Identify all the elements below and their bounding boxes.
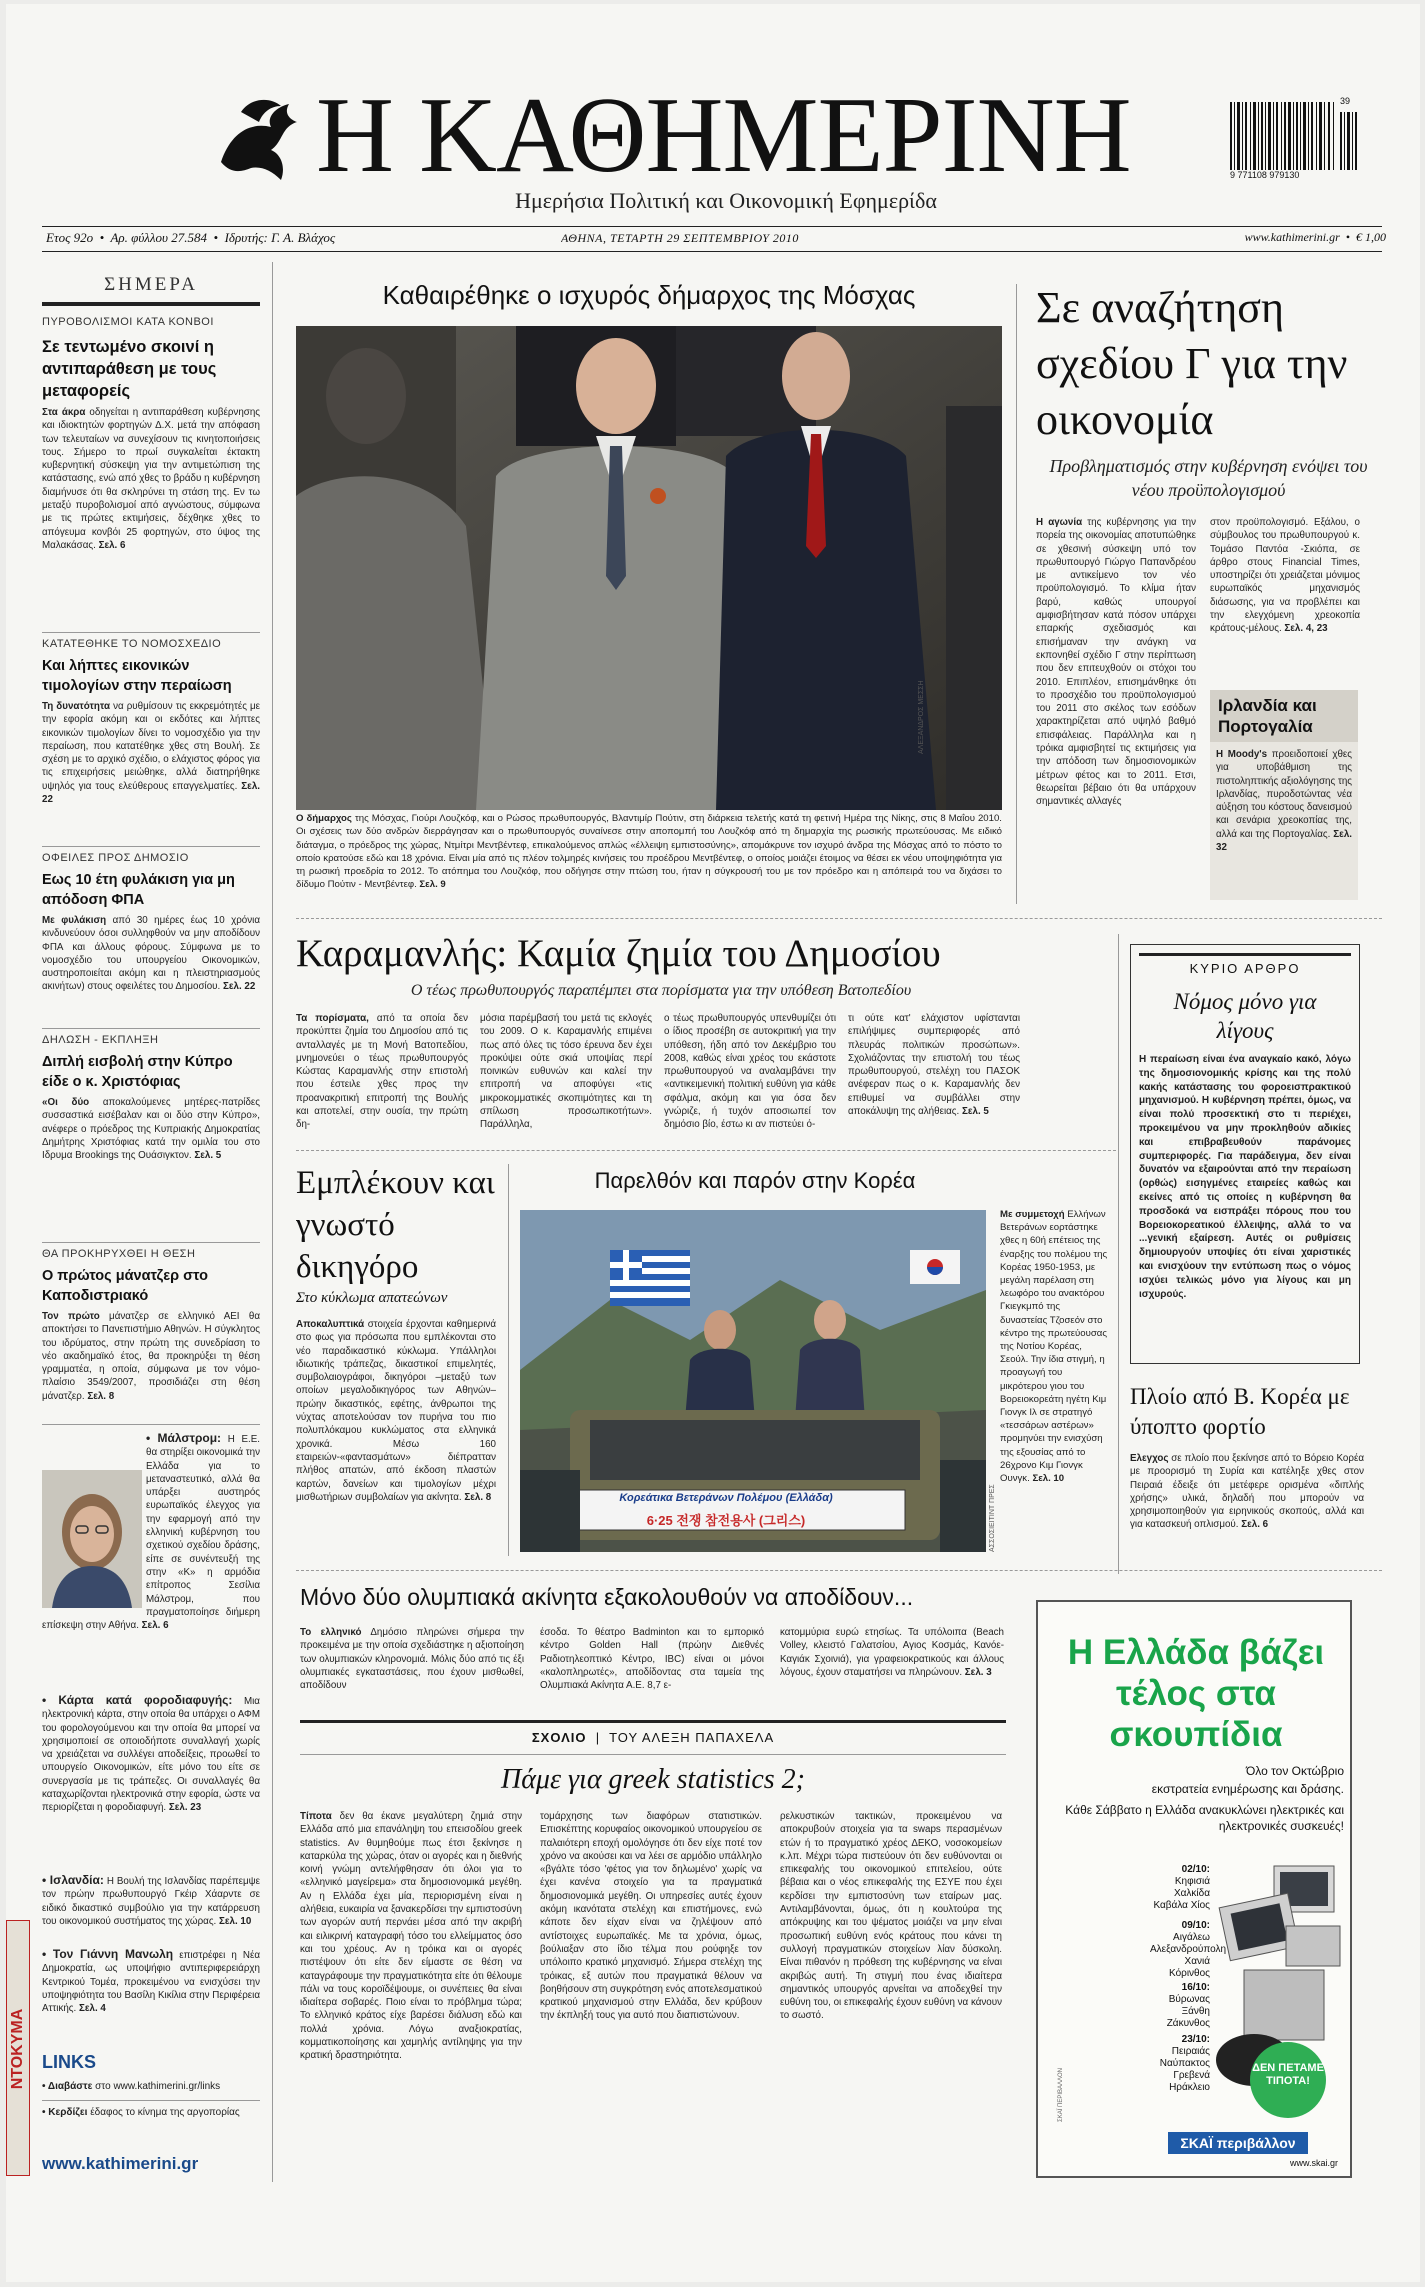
links-item-2[interactable]: [42, 2106, 260, 2136]
sidebar-bullet-iceland[interactable]: [42, 1874, 260, 1944]
masthead-title: Η ΚΑΘΗΜΕΡΙΝΗ: [316, 76, 1131, 195]
bullet-body: επιστρέφει η Νέα Δημοκρατία, ως υποψήφιο αντιπεριφερειάρχη Κεντρικού Τομέα, προκειμένου να ενισχύσει την υποψηφιότητα του Βασίλη Κικίλια στην Περιφέρεια Αττικής.: [42, 1950, 260, 2015]
page-ref: Σελ. 6: [98, 539, 126, 551]
column-divider: [508, 1164, 509, 1556]
lead: Η Moody's: [1216, 749, 1268, 760]
link-head-text: Διαβάστε: [47, 2081, 93, 2092]
dashed-divider: [296, 1570, 1382, 1571]
divider: [300, 1754, 1006, 1755]
sidebar-bullet-card[interactable]: [42, 1694, 260, 1864]
ad-schedule-item: [1150, 2034, 1210, 2094]
bullet-head-text: Ισλανδία:: [49, 1874, 104, 1887]
sidebar-item-label: ΠΥΡΟΒΟΛΙΣΜΟΙ ΚΑΤΑ ΚΟΝΒΟΙ: [42, 316, 214, 328]
lead: Τα πορίσματα,: [296, 1013, 369, 1024]
link-text: έδαφος το κίνημα της αργοπορίας: [90, 2107, 240, 2118]
body: στον προϋπολογισμό. Εξάλου, ο σύμβουλος του πρωθυπουργού κ. Τομάσο Παντόα -Σκιόπα, σε άρθρο στους Financial Times, υποστηρίζει ότι χρειάζεται μόνιμος ευρωπαϊκός μηχανισμός διάσωσης, για να προβλέπει και την ελεγχόμενη χρεοκοπία κράτους-μέλους.: [1210, 517, 1360, 635]
body: από τα οποία δεν προκύπτει ζημία του Δημοσίου από τις ανταλλαγές με τη Μονή Βατοπεδίου, μνημονεύει ο τέως πρωθυπουργός Κώστας Καραμανλής στην επιστολή που έστειλε χθες προς την προανακριτική επιτροπή της Βουλής και αποτελεί, στην ουσία, την πρώτη δη-: [296, 1013, 468, 1131]
column-col3: ρελκυστικών τακτικών, προκειμένου να αποκρυβούν στοιχεία για τα swaps περασμένων ετών ή το πραγματικό χρέος ΔΕΚΟ, νοσοκομείων κ.λπ. Μέχρι τώρα πιστεύουν ότι δεν ευθύνονται οι επικεφαλής του οικονομικού επιτελείου, ούτε βέβαια και ο νέος επικεφαλής της ΕΣΥΕ που έχει κερδίσει την εμπιστοσύνη των εταίρων μας. Αντιλαμβάνονται, όμως, ότι η κουλτούρα της απόκρυψης και του ψέματος μοιάζει να μην είναι προσωπική ευθύνη ενός κράτους που κάνει τη συλλογή πραγματικών στοιχείων λίαν δύσκολη. Είναι πιθανόν η πρόθεση της κυβέρνησης να είναι ακριβώς αυτή. Τη στιγμή που ένας ιδιαίτερα σημαντικός υπουργός αρνείται να αποδεχθεί την ευθύνη του, οι επικεφαλής έχουν ευθύνη να κάνουν το σωστό.: [780, 1811, 1002, 2022]
ad-date: 16/10:: [1181, 1982, 1210, 1993]
dashed-divider: [296, 918, 1382, 919]
page-ref: Σελ. 9: [419, 879, 446, 891]
olympic-col3: [780, 1626, 1004, 1710]
divider: [42, 1028, 260, 1029]
economy-subtitle: Προβληματισμός στην κυβέρνηση ενόψει του νέου προϋπολογισμού: [1049, 456, 1368, 500]
ireland-box[interactable]: [1210, 690, 1358, 900]
eagle-logo: [211, 92, 301, 187]
body: σε πλοίο που ξεκίνησε από το Βόρειο Κορέα με προορισμό τη Συρία και κατέληξε χθες στον Πειραιά έδειξε ότι μετέφερε ορισμένα «διπλής χρήσης» υλικά, δηλαδή που μπορούν να χρησιμοποιηθούν για ειρηνικούς σκοπούς, αλλά και για κατασκευή οπλισμού.: [1130, 1453, 1364, 1531]
sidebar-item-text: [42, 1310, 260, 1403]
page-ref: Σελ. 6: [1241, 1519, 1269, 1531]
olympic-col1: [300, 1626, 524, 1710]
newspaper-page: [6, 4, 1420, 2282]
ad-url: www.skai.gr: [1289, 2158, 1338, 2168]
masthead-info-right: www.kathimerini.gr • € 1,00: [1244, 230, 1386, 244]
masthead-info-left: Ετος 92ο • Αρ. φύλλου 27.584 • Ιδρυτής: Γ. Α. Βλάχος: [46, 230, 336, 245]
page-ref: Σελ. 22: [222, 981, 256, 993]
sidebar-item-5[interactable]: [42, 1248, 260, 1423]
divider: [42, 2100, 260, 2101]
site-link[interactable]: www.kathimerini.gr: [42, 2154, 199, 2173]
ad-title: Η Ελλάδα βάζει τέλος στα σκουπίδια: [1067, 1633, 1325, 1754]
divider: [42, 1424, 260, 1425]
body: να ρυθμίσουν τις εκκρεμότητές με την εφορία ακόμη και οι εκδότες και λήπτες εικονικών τιμολογίων δίνει το νομοσχέδιο για την περαίωση, που κατατέθηκε χθες στη Βουλή. Σε σχέση με το αρχικό σχέδιο, ο ελάχιστος φόρος για τις επιχειρήσεις μειώθηκε, αλλά διατηρήθηκε υψηλός για τους ελεύθερους επαγγελματίες.: [42, 701, 260, 792]
body: μάνατζερ σε ελληνικό ΑΕΙ θα αποκτήσει το Πανεπιστήμιο Αθηνών. Η σύγκλητος του ιδρύματος, στην πρώτη της συνεδρίαση το νέο ακαδημαϊκό έτος, θα προκηρύξει τη θέση γραμματέα, η οποία, σύμφωνα με τον νόμο-πλαίσιο 3549/2007, προσιδιάζει στη θέση μάνατζερ.: [42, 1311, 260, 1402]
sidebar-item-label: ΚΑΤΑΤΕΘΗΚΕ ΤΟ ΝΟΜΟΣΧΕΔΙΟ: [42, 638, 222, 650]
bullet-body: Η Ε.Ε. θα στηρίξει οικονομικά την Ελλάδα για το μεταναστευτικό, αλλά θα υπάρξει αυστηρός ευρωπαϊκός έλεγχος για την εφαρμογή από την ελληνική κυβέρνηση του σχετικού σχεδίου δράσης, είπε σε συνέντευξή της στην «Κ» η αρμόδια επίτροπος Σεσίλια Μάλστρομ, που πραγματοποίησε διήμερη επίσκεψη στην Αθήνα.: [42, 1434, 260, 1632]
lawyer-text: [296, 1318, 496, 1558]
dateline: ΑΘΗΝΑ, ΤΕΤΑΡΤΗ 29 ΣΕΠΤΕΜΒΡΙΟΥ 2010: [561, 231, 799, 245]
body: κατομμύρια ευρώ ετησίως. Τα υπόλοιπα (Beach Volley, κλειστό Γαλατσίου, Αγιος Κοσμάς, Κανόε-Καγιάκ Σχοινιά), για γραφειοκρατικούς και άλλους λόγους, έχουν σταματήσει να πληρώνουν.: [780, 1627, 1004, 1678]
bullet-head: • Τον Γιάννη Μανωλη: [42, 1948, 174, 1961]
ad-box[interactable]: [1036, 1600, 1352, 2178]
body: οδηγείται η αντιπαράθεση κυβέρνησης και ιδιοκτητών φορτηγών Δ.Χ. μετά την απόφαση των τελευταίων να συνεχίσουν τις κινητοποιήσεις τους. Σήμερο το πρωί συγκαλείται έκτακτη κυβερνητική σύσκεψη για την αντιμετώπιση της κατάστασης, ενώ από χθες το βράδυ η κυβέρνηση διαμήνυσε ότι θα σκληρύνει τη στάση της. Εν τω μεταξύ πυροβολισμοί από αγνώστους, σύμφωνα με τις πρώτες εκτιμήσεις, δέχθηκε χθες το απόγευμα κονβόι 25 φορτηγών, στο ύψος της Μαλακάσας.: [42, 407, 260, 551]
link-text: στο www.kathimerini.gr/links: [95, 2081, 221, 2092]
founder: Ιδρυτής: Γ. Α. Βλάχος: [224, 230, 336, 245]
economy-col1: [1036, 516, 1196, 906]
divider: [42, 1242, 260, 1243]
lead: Με φυλάκιση: [42, 915, 107, 926]
page-ref: Σελ. 5: [194, 1150, 222, 1162]
issue: Αρ. φύλλου 27.584: [110, 230, 208, 245]
economy-col2: [1210, 516, 1360, 676]
link-head: • Διαβάστε: [42, 2081, 93, 2092]
sidebar-item-1[interactable]: [42, 316, 260, 601]
bullet-head: • Κάρτα κατά φοροδιαφυγής:: [42, 1694, 233, 1707]
bullet-head-text: Κάρτα κατά φοροδιαφυγής:: [58, 1694, 233, 1707]
bullet-body: Η Βουλή της Ισλανδίας παρέπεμψε τον πρώην πρωθυπουργό Γκέιρ Χάαρντε σε ειδικό δικαστικό συμβούλιο για την κατάρρευση του οικονομικού συστήματος της χώρας.: [42, 1876, 260, 1927]
masthead-rule-bottom: [42, 251, 1382, 252]
lead: «Οι δύο: [42, 1097, 90, 1108]
sidebar-item-title: Και λήπτες εικονικών τιμολογίων στην περαίωση: [42, 658, 232, 694]
editorial-rule: [1139, 953, 1351, 956]
body: δεν θα έκανε μεγαλύτερη ζημιά στην Ελλάδα από μια επανάληψη του επεισοδίου greek statistics. Αν θυμηθούμε πως έτσι ξεκίνησε η καταρκύλα της χώρας, όταν οι αγορές και η διεθνής κοινή γνώμη αντελήφθησαν ότι όλοι για το «ελληνικό μαγείρεμα» στα δημοσιονομικά μεγέθη. Αν η Ελλάδα έχει μία, περιορισμένη είναι η αλήθεια, ευκαιρία να ξανακερδίσει την εμπιστοσύνη των αγορών αυτή περνάει μέσα από την ακριβή και ειλικρινή καταγραφή τόσο του ελλείμματος όσο και του χρέους. Αν η τρόικα και οι αγορές πιστέψουν ότι είτε δεν είμαστε σε θέση να καταγράφουμε την πραγματικότητα είτε ότι θέλουμε πάλι να τους κοροϊδέψουμε, οι συνέπειες θα είναι ιδιαίτερα σοβαρές. Ποιο είναι το πρόβλημα τώρα; Το ελληνικό κράτος είχε βαρέσει διάλυση εδώ και πολλά χρόνια. Λόγω αναξιοκρατίας, κομματικοποίησης και χαμηλής αντίληψης για την κρατική δραστηριότητα.: [300, 1811, 522, 2062]
body: προειδοποιεί χθες για υποβάθμιση της πιστοληπτικής αξιολόγησης της Ιρλανδίας, πυροδοτώντας νέα αύξηση του κόστους δανεισμού και σενάρια χρεοκοπίας της, αλλά και της Πορτογαλίας.: [1216, 749, 1352, 840]
barcode-number: 9 771108 979130: [1230, 170, 1300, 180]
ireland-title: Ιρλανδία και Πορτογαλία: [1210, 690, 1358, 742]
karamanlis-col4: [848, 1012, 1020, 1136]
editorial-box[interactable]: [1130, 944, 1360, 1364]
column-col2: τομάρχησης των διαφόρων στατιστικών. Επισκέπτης κορυφαίος οικονομικού υπουργείου σε παλαιότερη εποχή ομολόγησε ότι δεν είχε ποτέ τον χρόνο να ακούσει και να λέει σε αρμόδιο υπάλληλο «βγάλτε τόσο 'φέτος για τον δηλωμένο' χωρίς να έχει κανένα στοιχείο για τα πραγματικά δημοσιονομικά μεγέθη. Οι υπηρεσίες αυτές έχουν ακόμη ικανότατα στελέχη και επιστήμονες, ενώ κάποτε δεν είχαν είναι να ζηλέψουν από αντίστοιχες ευρωπαϊκές. Με τα χρόνια, όμως, βούλιαξαν στο ίδιο τέλμα που ρούφηξε τον υπόλοιπο κρατικό μηχανισμό. Σήμερα στελέχη της τρόικας, εξ αυτών που πραγματικά θέλουν να βοηθήσουν στη συγκρότηση ενός αποτελεσματικού κρατικού μηχανισμού στην Ελλάδα, δεν κρύβουν την έκπληξή τους για αυτό που διαπιστώνουν.: [540, 1811, 762, 2022]
column-label: ΣΧΟΛΙΟ: [531, 1730, 587, 1745]
photo-credit: ΑΛΕΞΑΝΔΡΟΣ ΜΕΣΣΗ: [918, 680, 925, 754]
page-ref: Σελ. 22: [42, 780, 260, 806]
korea-photo-credit: ΑΣΣΟΣΙΕΪΤΙΝΤ ΠΡΕΣ: [989, 1484, 996, 1552]
sidebar-item-title: Διπλή εισβολή στην Κύπρο είδε ο κ. Χριστόφιας: [42, 1054, 233, 1090]
link-head: • Κερδίζει: [42, 2107, 88, 2118]
bullet-text: [42, 1432, 260, 1692]
divider: [42, 846, 260, 847]
lead: Τίποτα: [300, 1811, 332, 1822]
body: Δημόσιο πληρώνει σήμερα την προκειμένα με την οποία σχεδιάστηκε η αξιοποίηση των ολυμπιακών κληρονομιά. Μόλις δύο από τις έξι ολυμπιακές εγκαταστάσεις, που έχουν μισθωθεί, αποδίδουν: [300, 1627, 524, 1692]
masthead: [6, 4, 1420, 254]
ad-places: Πειραιάς Ναύπακτος Γρεβενά Ηράκλειο: [1159, 2046, 1210, 2093]
lawyer-title: Εμπλέκουν και γνωστό δικηγόρο: [296, 1165, 495, 1285]
sidebar-item-text: [42, 914, 260, 994]
karamanlis-col2: μόσια παρέμβασή του μετά τις εκλογές του 2009. Ο κ. Καραμανλής επιμένει πως από όλες τις τόσο έρευνα δεν έχει προκύψει ούτε σκιά υποψίας περί ποινικών ευθυνών και καλεί την επιτροπή να αποφύγει «τις μικροκομματικές σκοπιμότητες και τη σπίλωση προσωπικοτήτων». Παράλληλα,: [480, 1013, 652, 1131]
bullet-head: • Μάλστρομ:: [146, 1431, 222, 1445]
page-ref: Σελ. 3: [964, 1666, 992, 1678]
page-ref: Σελ. 8: [464, 1491, 492, 1503]
ad-places: Βύρωνας Ξάνθη Ζάκυνθος: [1166, 1994, 1210, 2029]
lead: Ελεγχος: [1130, 1453, 1169, 1464]
ad-line-1: Όλο τον Οκτώβριο: [1245, 1764, 1344, 1778]
page-ref: Σελ. 4, 23: [1284, 623, 1328, 635]
top-story-photo: [296, 326, 1002, 810]
caption-lead: Ο δήμαρχος: [296, 813, 352, 824]
sidebar-item-title: Σε τεντωμένο σκοινί η αντιπαράθεση με τους μεταφορείς: [42, 338, 217, 400]
website-link[interactable]: www.kathimerini.gr: [1244, 230, 1340, 244]
top-story-kicker: Καθαιρέθηκε ο ισχυρός δήμαρχος της Μόσχας: [382, 280, 916, 310]
body: αποκαλούμενες μητέρες-πατρίδες συσσαστικά εισέβαλαν και οι δύο στην Κύπρο», ανέφερε ο πρόεδρος της Κυπριακής Δημοκρατίας Δημήτρης Χριστόφιας κατά την ομιλία του στο Ιδρυμα Brookings της Ουάσιγκτον.: [42, 1097, 260, 1162]
body: τι ούτε κατ' ελάχιστον υφίστανται επιλήψιμες συμπεριφορές από πλευράς πολιτικών προσώπων». Σχολιάζοντας την επιστολή του τέως πρωθυπουργού, στελέχη του ΠΑΣΟΚ ανέφεραν πως ο κ. Καραμανλής δεν επιθυμεί να συμβάλλει στην αποκάλυψη της αλήθειας.: [848, 1013, 1020, 1118]
ad-places: Κηφισιά Χαλκίδα Καβάλα Χίος: [1153, 1876, 1210, 1911]
lead: Αποκαλυπτικά: [296, 1319, 365, 1330]
ad-schedule-item: [1150, 1864, 1210, 1920]
column-divider: [272, 262, 273, 2182]
top-story-caption: [296, 812, 1002, 908]
lead: Η αγωνία: [1036, 517, 1083, 528]
page-ref: Σελ. 4: [78, 2003, 106, 2015]
ad-date: 09/10:: [1181, 1920, 1210, 1931]
karamanlis-col1: [296, 1012, 468, 1136]
column-divider: [1118, 934, 1119, 1574]
karamanlis-subtitle: Ο τέως πρωθυπουργός παραπέμπει στα πορίσματα για την υπόθεση Βατοπεδίου: [410, 982, 912, 999]
ad-badge: ΔΕΝ ΠΕΤΑΜΕ ΤΙΠΟΤΑ!: [1252, 2062, 1324, 2087]
page-ref: Σελ. 8: [87, 1390, 115, 1402]
karamanlis-title: Καραμανλής: Καμία ζημία του Δημοσίου: [296, 932, 941, 975]
korea-banner: Κορεάτικα Βετεράνων Πολέμου (Ελλάδα): [619, 1492, 833, 1504]
editorial-text: Η περαίωση είναι ένα αναγκαίο κακό, λόγω της δημοσιονομικής κρίσης και της πολύ κακής κατάστασης του φοροεισπρακτικού μηχανισμού. Η κυβέρνηση πρέπει, όμως, να είναι πολύ προσεκτική στο τι περιέχει, προκειμένου να μην προκληθούν αδικίες και επιβραβευθούν παράνομες συμπεριφορές. Για παράδειγμα, δεν είναι δυνατόν να εξαιρούνται από την περαίωση (ορθώς) εισηγμένες εταιρείες καθώς και εκείνες από τις οποίες η κυβέρνηση θα προσδοκά να εισπράξει πόρους που του Βορειοκορεατικού έλλειψης, αλλά το να ...γενική εξαίρεση. Αυτές οι ρυθμίσεις δημιουργούν υποψίες ότι είναι χαριστικές και ενισχύουν την εντύπωση πως ο νόμος ισχύει τελικώς μόνο για λίγους και μη ισχυρούς.: [1139, 1054, 1351, 1300]
sidebar-bullet-malstrom[interactable]: [42, 1430, 260, 1692]
sidebar-item-label: ΟΦΕΙΛΕΣ ΠΡΟΣ ΔΗΜΟΣΙΟ: [42, 852, 189, 864]
korea-ship-text: [1130, 1452, 1364, 1562]
column-col1: [300, 1810, 522, 2180]
caption-body: της Μόσχας, Γιούρι Λουζκόφ, και ο Ρώσος πρωθυπουργός, Βλαντιμίρ Πούτιν, στη διάρκεια τελετής κατά τη φετινή Ημέρα της Νίκης, στις 8 Μαΐου 2010. Οι σχέσεις των δύο ανδρών διερράγησαν και ο πρωθυπουργός συναίνεσε στην αποπομπή του Λουζκόφ από τη δημαρχία της ρωσικής πρωτεύουσας. Με ειδικό διάταγμα, ο πρόεδρος της χώρας, Ντμίτρι Μεντβέντεφ, επικαλούμενος απλώς «έλλειψη εμπιστοσύνης», απομάκρυνε τον ισχυρό άνδρα της Μόσχας από το πόστο το οποίο κρατούσε εδώ και 18 χρόνια. Είναι μία από τις πλέον τολμηρές κινήσεις του προέδρου Μεντβέντεφ, ο οποίος μοιάζει έτοιμος να θέσει εκ νέου υποψηφιότητα για τη ρωσική προεδρία το 2012. Το ατόπημα του Λουζκόφ, που οδήγησε στην πτώση του, ήταν η σύγκρουσή του με τον πρόεδρο και η απόπειρά του να διχάσει το δίδυμο Πούτιν - Μεντβέντεφ.: [296, 813, 1002, 891]
column-label-row: ΣΧΟΛΙΟ | ΤΟΥ ΑΛΕΞΗ ΠΑΠΑΧΕΛΑ: [531, 1730, 775, 1745]
lead: Το ελληνικό: [300, 1627, 362, 1638]
olympic-col2: έσοδα. Το θέατρο Badminton και το εμπορικό κέντρο Golden Hall (πρώην Διεθνές Ραδιοτηλεοπτικό Κέντρο, IBC) είναι οι μόνοι «καλοπληρωτές», αποδίδοντας στα ταμεία της Ολυμπιακά Ακίνητα Α.Ε. 8,7 ε-: [540, 1627, 764, 1692]
lawyer-subtitle: Στο κύκλωμα απατεώνων: [296, 1290, 448, 1306]
sidebar-item-text: [42, 1096, 260, 1162]
price: € 1,00: [1356, 230, 1386, 244]
body: Ελλήνων Βετεράνων εορτάστηκε χθες η 60ή επέτειος της έναρξης του πολέμου της Κορέας 1950-1953, με μεγάλη παρέλαση στη λεωφόρο του ανακτόρου Γκιεγκμπό της δυναστείας Τζοσεόν στο κέντρο της πρωτεύουσας της Νοτίου Κορέας, Σεούλ. Την ίδια στιγμή, η προαγωγή του μικρότερου γιου του Βορειοκορεάτη ηγέτη Κιμ Γιονγκ Ιλ σε στρατηγό «τεσσάρων αστέρων» προμηνύει την ενισχύση της εξουσίας από το 26χρονο Κιμ Γιονγκ Ουνγκ.: [1000, 1209, 1108, 1485]
sidebar-heading: ΣΗΜΕΡΑ: [104, 274, 198, 295]
barcode-issue: 39: [1340, 96, 1351, 106]
bullet-body: Μια ηλεκτρονική κάρτα, στην οποία θα υπάρχει ο ΑΦΜ του φορολογούμενου και την οποία θα μπορεί να χρησιμοποιεί σε οποιοδήποτε συναλλαγή χωρίς να χρειάζεται να συλλέγει αποδείξεις, προωθεί το υπουργείο Οικονομικών, είτε μόνο του είτε σε συνεργασία με τις τράπεζες. Οι συναλλαγές θα καταχωρίζονται ηλεκτρονικά στην εφορία, ώστε να περιορίζεται η φοροδιαφυγή.: [42, 1696, 260, 1814]
olympic-title: Μόνο δύο ολυμπιακά ακίνητα εξακολουθούν να αποδίδουν...: [300, 1584, 914, 1610]
link-head-text: Κερδίζει: [48, 2107, 88, 2118]
divider: [42, 632, 260, 633]
ad-brand: ΣΚΑΪ περιβάλλον: [1168, 2132, 1308, 2154]
editorial-title: Νόμος μόνο για λίγους: [1173, 989, 1317, 1043]
sidebar-item-text: [42, 700, 260, 806]
sidebar-item-4[interactable]: [42, 1034, 260, 1184]
sidebar-item-text: [42, 406, 260, 552]
ad-date: 23/10:: [1181, 2034, 1210, 2045]
barcode: [1228, 100, 1358, 178]
sidebar-item-3[interactable]: [42, 852, 260, 1022]
column-title: Πάμε για greek statistics 2;: [501, 1764, 805, 1795]
sidebar-item-label: ΔΗΛΩΣΗ - ΕΚΠΛΗΞΗ: [42, 1034, 159, 1046]
bullet-head-text: Τον Γιάννη Μανωλη: [52, 1948, 174, 1961]
economy-title: Σε αναζήτηση σχεδίου Γ για την οικονομία: [1036, 283, 1348, 444]
page-ref: Σελ. 6: [141, 1620, 169, 1632]
ireland-text: [1216, 748, 1352, 898]
page-ref: Σελ. 10: [219, 1915, 252, 1927]
ad-line-3: Κάθε Σάββατο η Ελλάδα ανακυκλώνει ηλεκτρικές και ηλεκτρονικές συσκευές!: [1065, 1803, 1344, 1833]
ad-date: 02/10:: [1181, 1864, 1210, 1875]
ad-places: Αιγάλεω Αλεξανδρούπολη Χανιά Κόρινθος: [1150, 1932, 1227, 1979]
ad-line-2: εκστρατεία ενημέρωσης και δράσης.: [1151, 1782, 1344, 1796]
sidebar-bullet-manolis[interactable]: [42, 1948, 260, 2034]
sidebar-item-title: Ο πρώτος μάνατζερ στο Καποδιστριακό: [42, 1268, 208, 1304]
sidebar-rule: [42, 302, 260, 306]
ad-schedule-item: [1150, 1920, 1227, 1982]
column-rule: [300, 1720, 1006, 1723]
column-divider: [1016, 284, 1017, 904]
year: Ετος 92ο: [46, 230, 94, 245]
bullet-head-text: Μάλστρομ:: [157, 1431, 222, 1445]
page-ref: Σελ. 32: [1216, 828, 1352, 854]
masthead-subtitle: Ημερήσια Πολιτική και Οικονομική Εφημερίδα: [515, 188, 937, 213]
body: στοιχεία έρχονται καθημερινά στο φως για πρόσωπα που εμπλέκονται στο νέο παραδικαστικό κύκλωμα. Υπάλληλοι ιδιωτικής τράπεζας, δικαστικοί επιμελητές, συμβολαιογράφοι, δικηγόροι –μεταξύ των οποίων μεγαλοδικηγόρος των Αθηνών– πρώην δικαστικός, εφέτης, άνθρωποι της νύχτας αποτελούσαν τον πυρήνα του πιο πολυπλόκαμου κυκλώματος στα ελληνικά χρονικά. Μέσω 160 εταιρειών-«φαντασμάτων» διέπρατταν πλήθος απατών, από έκδοση πλαστών καρτών, δανείων και τιμολογίων μέχρι μισθωτήριων συμβολαίων για ακίνητα.: [296, 1319, 496, 1503]
links-item-1[interactable]: [42, 2080, 260, 2096]
side-badge: [6, 1920, 30, 2176]
dashed-divider: [296, 1150, 1116, 1151]
column-author: ΤΟΥ ΑΛΕΞΗ ΠΑΠΑΧΕΛΑ: [609, 1730, 775, 1745]
sidebar-item-title: Εως 10 έτη φυλάκιση για μη απόδοση ΦΠΑ: [42, 872, 235, 908]
body: της κυβέρνησης για την πορεία της οικονομίας αποτυπώθηκε σε χθεσινή σύσκεψη υπό τον πρωθυπουργό Γιώργο Παπανδρέου με αντικείμενο τον νέο προϋπολογισμό. Το κλίμα ήταν βαρύ, καθώς υπουργοί αμφισβήτησαν κατά πόσον υπάρχει επαρκής σχεδιασμός και επισήμαναν την ανάγκη να εκπονηθεί σχέδιο Γ στην περίπτωση που δεν επιτευχθούν οι στόχοι του 2010. Επιπλέον, επισημάνθηκε ότι το προσχέδιο του προϋπολογισμού του 2011 στο σκέλος των εσόδων χαρακτηρίζεται από υψηλό βαθμό επισφάλειας. Παράλληλα και η τρόικα αμφισβητεί τις εκτιμήσεις για την απόδοση των δημοσιονομικών μέτρων φέτος και το 2011. Ετσι, θεωρείται βέβαιο ότι θα υπάρχουν σημαντικές αλλαγές: [1036, 517, 1196, 808]
lead: Με συμμετοχή: [1000, 1209, 1065, 1220]
links-heading: LINKS: [42, 2052, 96, 2072]
editorial-label: ΚΥΡΙΟ ΑΡΘΡΟ: [1189, 961, 1301, 976]
lead: Στα άκρα: [42, 407, 86, 418]
sidebar-item-2[interactable]: [42, 638, 260, 848]
bullet-head: • Ισλανδία:: [42, 1874, 104, 1887]
lead: Τον πρώτο: [42, 1311, 100, 1322]
sidebar-item-label: ΘΑ ΠΡΟΚΗΡΥΧΘΕΙ Η ΘΕΣΗ: [42, 1248, 196, 1260]
korea-banner-2: 6·25 전쟁 참전용사 (그리스): [646, 1513, 806, 1528]
body: από 30 ημέρες έως 10 χρόνια κινδυνεύουν όσοι συλληφθούν να μην αποδίδουν ΦΠΑ και άλλους φόρους. Σύμφωνα με το νομοσχέδιο του υπουργείου Οικονομικών, αυστηροποιείται ακόμη και η πλειστηριασμούς ακινήτων) στους οφειλέτες του Δημοσίου.: [42, 915, 260, 993]
korea-story-title: Παρελθόν και παρόν στην Κορέα: [594, 1168, 916, 1193]
karamanlis-col3: ο τέως πρωθυπουργός υπενθυμίζει ότι ο ίδιος προσέβη σε αυτοκριτική για την υπόθεση, ήδη από τον Δεκέμβριο του 2008, καθώς είναι χρέος του εκάστοτε πρωθυπουργού να αναλαμβάνει την «αντικειμενική πολιτική ευθύνη για κάθε σφάλμα, ακόμη και για όσα δεν γνώριζε, ή τυχόν αποσιωπεί τον δημόσιο βίο, έστω κι αν πιστεύει ό-: [664, 1013, 836, 1131]
korea-ship-title: Πλοίο από Β. Κορέα με ύποπτο φορτίο: [1130, 1384, 1350, 1439]
page-ref: Σελ. 10: [1032, 1473, 1065, 1485]
korea-story-text: [1000, 1208, 1108, 1558]
lead: Τη δυνατότητα: [42, 701, 110, 712]
page-ref: Σελ. 5: [961, 1106, 989, 1118]
ad-schedule: [1150, 1864, 1227, 2094]
page-ref: Σελ. 23: [168, 1802, 202, 1814]
side-badge-text: ΝΤΟΚΥΜΑ: [9, 2008, 26, 2090]
float-space: [42, 1468, 146, 1610]
ad-vertical: ΣΚΑΪ ΠΕΡΙΒΑΛΛΟΝ: [1058, 2068, 1064, 2122]
ad-schedule-item: [1150, 1982, 1210, 2034]
masthead-rule-top: [42, 226, 1382, 227]
sidebar: [42, 262, 262, 2182]
